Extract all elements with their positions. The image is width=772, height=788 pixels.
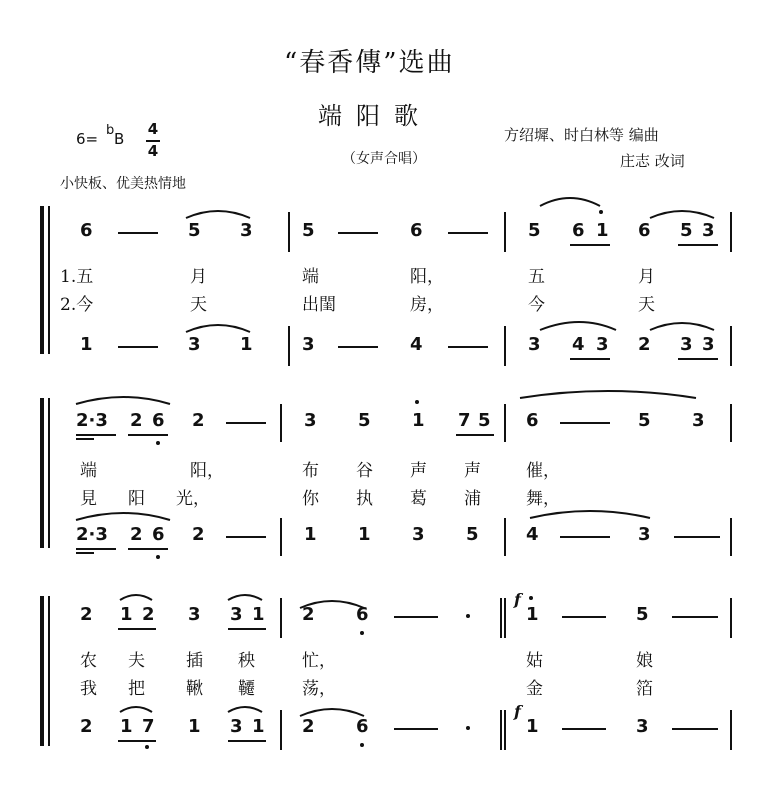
note: 6 (410, 220, 423, 241)
low-octave-dot (145, 745, 149, 749)
note: 3 (680, 334, 693, 355)
note: 6 (638, 220, 651, 241)
note: 1 (240, 334, 253, 355)
dash (118, 232, 158, 234)
beam (76, 548, 116, 550)
lyric: 催， (526, 461, 560, 481)
lyric: 五 (528, 267, 545, 287)
lyric: 插 (186, 651, 203, 671)
high-octave-dot (529, 596, 533, 600)
note: 2 (192, 524, 205, 545)
dash (560, 422, 610, 424)
low-octave-dot (360, 631, 364, 635)
lyric: 見 (80, 489, 97, 509)
barline (730, 518, 732, 556)
note: 1 (526, 716, 539, 737)
dash (448, 346, 488, 348)
beam (570, 244, 610, 246)
note: 1 (358, 524, 371, 545)
low-octave-dot (156, 555, 160, 559)
beam (228, 740, 266, 742)
note: 3 (702, 334, 715, 355)
system-2-bracket (40, 398, 44, 548)
barline (504, 518, 506, 556)
dash (674, 536, 720, 538)
dash (226, 536, 266, 538)
note: 3 (412, 524, 425, 545)
lyric: 忙， (302, 651, 336, 671)
key-note: B (114, 130, 125, 148)
barline (500, 710, 502, 750)
barline (504, 710, 506, 750)
lyric: 阳 (128, 489, 145, 509)
barline (730, 598, 732, 638)
note: 5 (302, 220, 315, 241)
lyric: 天 (638, 295, 655, 315)
barline (730, 710, 732, 750)
high-octave-dot (415, 400, 419, 404)
note: 3 (188, 334, 201, 355)
note: 2 (638, 334, 651, 355)
lyric: 农 (80, 651, 97, 671)
dash (672, 728, 718, 730)
beam (76, 434, 116, 436)
dash (118, 346, 158, 348)
lyric: 姑 (526, 651, 543, 671)
time-top: 4 (147, 120, 159, 138)
dash (226, 422, 266, 424)
dotted-rhythm (466, 726, 470, 730)
barline (288, 326, 290, 366)
note: 3 (636, 716, 649, 737)
barline (504, 212, 506, 252)
note: 5 (680, 220, 693, 241)
note: 2 (192, 410, 205, 431)
note: 4 (572, 334, 585, 355)
time-bottom: 4 (147, 142, 159, 160)
dash (394, 616, 438, 618)
beam (76, 438, 94, 440)
lyric: 天 (190, 295, 207, 315)
beam (456, 434, 494, 436)
dash (338, 346, 378, 348)
note: 6 (152, 410, 165, 431)
note: 1 (80, 334, 93, 355)
beam (76, 552, 94, 554)
dotted-rhythm (466, 614, 470, 618)
lyric: 声 (464, 461, 481, 481)
note: 3 (188, 604, 201, 625)
note: 5 (638, 410, 651, 431)
note: 3 (302, 334, 315, 355)
note: 1 (252, 716, 265, 737)
arranger-credit: 方绍墀、时白林等 编曲 (504, 126, 659, 144)
beam (678, 358, 718, 360)
barline (730, 404, 732, 442)
note: 7 (458, 410, 471, 431)
performance-note: （女声合唱） (342, 151, 426, 167)
barline (280, 404, 282, 442)
lyric: 把 (128, 679, 145, 699)
note: 1 (596, 220, 609, 241)
note: 1 (252, 604, 265, 625)
lyric: 阳， (410, 267, 444, 287)
note: 3 (240, 220, 253, 241)
dash (560, 536, 610, 538)
dynamic-forte: f (514, 590, 521, 609)
system-3-bracket (40, 596, 44, 746)
lyric: 声 (410, 461, 427, 481)
system-1-start-bar (48, 206, 50, 354)
lyric: 执 (356, 489, 373, 509)
lyric: 秧 (238, 651, 255, 671)
lyric: 浦 (464, 489, 481, 509)
lyric: 布 (302, 461, 319, 481)
note: 2 (130, 524, 143, 545)
lyric: 今 (528, 295, 545, 315)
note: 2·3 (76, 524, 108, 545)
note: 3 (702, 220, 715, 241)
lyric: 2.今 (60, 295, 94, 315)
barline (504, 326, 506, 366)
lyric: 阳， (190, 461, 224, 481)
barline (280, 518, 282, 556)
beam (118, 740, 156, 742)
barline (730, 326, 732, 366)
beam (128, 548, 168, 550)
lyric: 鞦 (186, 679, 203, 699)
dynamic-forte: f (514, 702, 521, 721)
system-1-bracket (40, 206, 44, 354)
lyric: 舞， (526, 489, 560, 509)
dash (562, 616, 606, 618)
note: 3 (692, 410, 705, 431)
barline (280, 598, 282, 638)
note: 3 (230, 716, 243, 737)
song-subtitle: 端阳歌 (318, 102, 432, 130)
note: 1 (120, 716, 133, 737)
note: 2 (302, 604, 315, 625)
note: 2·3 (76, 410, 108, 431)
lyric: 金 (526, 679, 543, 699)
note: 2 (142, 604, 155, 625)
note: 2 (80, 604, 93, 625)
note: 1 (120, 604, 133, 625)
lyric: 端 (80, 461, 97, 481)
beam (228, 628, 266, 630)
dash (338, 232, 378, 234)
lyric: 箔 (636, 679, 653, 699)
barline (504, 404, 506, 442)
note: 4 (526, 524, 539, 545)
note: 7 (142, 716, 155, 737)
note: 1 (188, 716, 201, 737)
barline (504, 598, 506, 638)
note: 4 (410, 334, 423, 355)
lyric: 韆 (238, 679, 255, 699)
note: 2 (130, 410, 143, 431)
key-prefix: 6= (76, 130, 99, 148)
beam (570, 358, 610, 360)
note: 6 (572, 220, 585, 241)
barline (500, 598, 502, 638)
note: 6 (356, 604, 369, 625)
lyric: 月 (638, 267, 655, 287)
note: 3 (230, 604, 243, 625)
note: 3 (638, 524, 651, 545)
lyric: 月 (190, 267, 207, 287)
lyric: 我 (80, 679, 97, 699)
note: 5 (466, 524, 479, 545)
barline (280, 710, 282, 750)
low-octave-dot (156, 441, 160, 445)
note: 2 (80, 716, 93, 737)
note: 3 (528, 334, 541, 355)
low-octave-dot (360, 743, 364, 747)
lyric: 端 (302, 267, 319, 287)
note: 5 (636, 604, 649, 625)
note: 1 (526, 604, 539, 625)
note: 6 (526, 410, 539, 431)
lyric: 葛 (410, 489, 427, 509)
system-3-start-bar (48, 596, 50, 746)
lyric: 娘 (636, 651, 653, 671)
beam (128, 434, 168, 436)
note: 5 (358, 410, 371, 431)
lyricist-credit: 庄志 改词 (620, 152, 685, 170)
lyric: 出閨 (302, 295, 336, 315)
note: 5 (528, 220, 541, 241)
note: 2 (302, 716, 315, 737)
note: 3 (304, 410, 317, 431)
barline (288, 212, 290, 252)
note: 3 (596, 334, 609, 355)
beam (678, 244, 718, 246)
dash (672, 616, 718, 618)
lyric: 你 (302, 489, 319, 509)
note: 1 (412, 410, 425, 431)
lyric: 光， (176, 489, 210, 509)
note: 5 (188, 220, 201, 241)
dash (448, 232, 488, 234)
tempo-marking: 小快板、优美热情地 (60, 176, 186, 192)
lyric: 荡， (302, 679, 336, 699)
lyric: 夫 (128, 651, 145, 671)
note: 6 (356, 716, 369, 737)
key-flat: b (106, 123, 115, 138)
barline (730, 212, 732, 252)
lyric: 房， (410, 295, 444, 315)
lyric: 1.五 (60, 267, 94, 287)
song-title: “春香傳”选曲 (284, 48, 455, 78)
note: 6 (80, 220, 93, 241)
note: 6 (152, 524, 165, 545)
high-octave-dot (599, 210, 603, 214)
lyric: 谷 (356, 461, 373, 481)
dash (562, 728, 606, 730)
note: 1 (304, 524, 317, 545)
system-2-start-bar (48, 398, 50, 548)
dash (394, 728, 438, 730)
beam (118, 628, 156, 630)
note: 5 (478, 410, 491, 431)
